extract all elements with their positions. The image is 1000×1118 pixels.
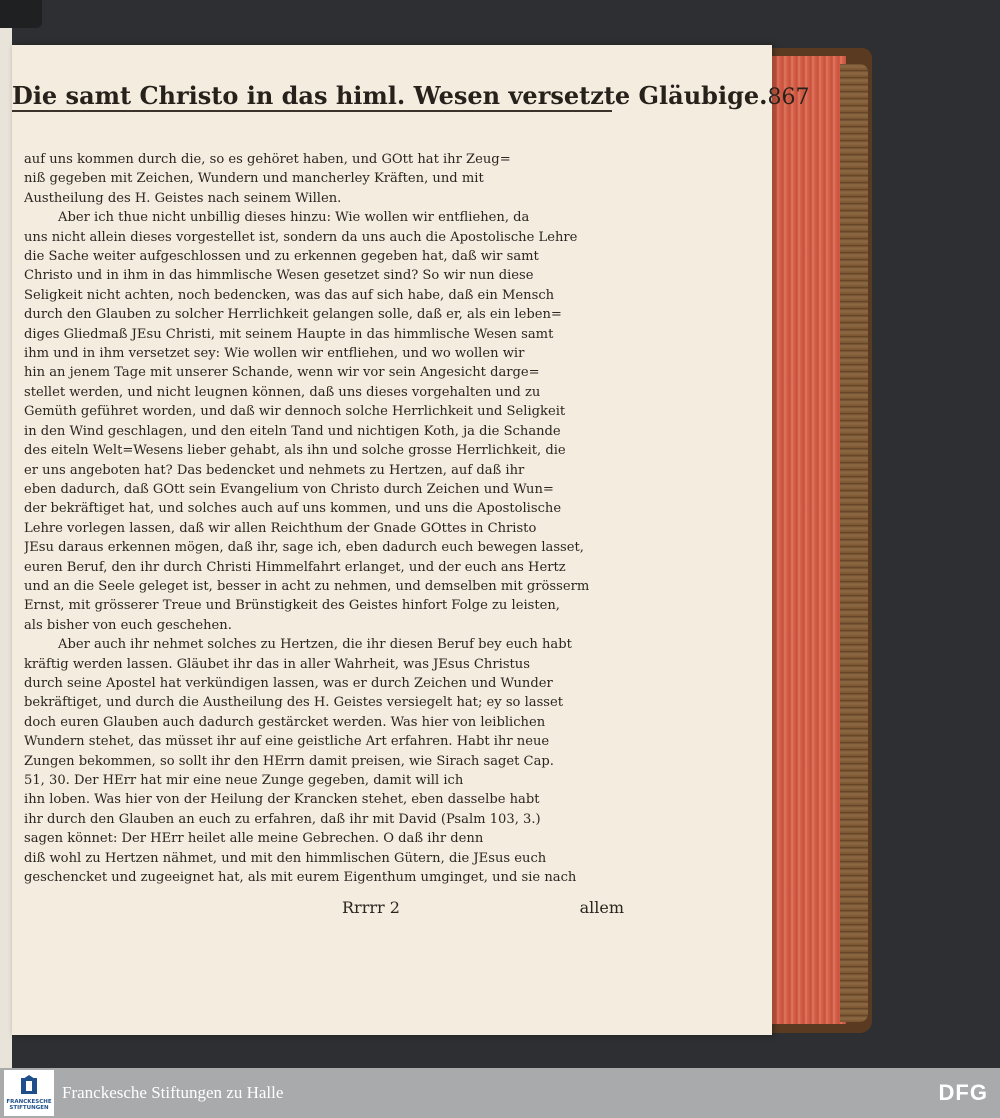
text-line: diges Gliedmaß JEsu Christi, mit seinem Haupte in das himmlische Wesen samt (24, 326, 554, 342)
institution-name: Franckesche Stiftungen zu Halle (62, 1083, 284, 1102)
text-line: ihr durch den Glauben an euch zu erfahren, daß ihr mit David (Psalm 103, 3.) (24, 811, 541, 827)
paragraph-start-line: Aber auch ihr nehmet solches zu Hertzen, die ihr diesen Beruf bey euch habt (58, 637, 572, 653)
text-line: Christo und in ihm in das himmlische Wesen gesetzet sind? So wir nun diese (24, 268, 534, 284)
red-page-edges (766, 56, 846, 1024)
text-line: in den Wind geschlagen, und den eiteln Tand und nichtigen Koth, ja die Schande (24, 423, 561, 439)
text-line: hin an jenem Tage mit unserer Schande, wenn wir vor sein Angesicht darge= (24, 365, 540, 381)
viewer-corner-tab (0, 0, 42, 28)
text-line: ihm und in ihm versetzet sey: Wie wollen wir entfliehen, und wo wollen wir (24, 346, 525, 362)
signature-mark: Rrrrr 2 (342, 898, 400, 917)
text-line: kräftig werden lassen. Gläubet ihr das in aller Wahrheit, was JEsus Christus (24, 656, 530, 672)
text-line: eben dadurch, daß GOtt sein Evangelium von Christo durch Zeichen und Wun= (24, 481, 554, 497)
viewer-footer-bar (0, 1068, 1000, 1118)
text-line: stellet werden, und nicht leugnen können, daß uns dieses vorgehalten und zu (24, 384, 541, 400)
text-line: er uns angeboten hat? Das bedencket und nehmets zu Hertzen, auf daß ihr (24, 462, 525, 478)
text-line: der bekräftiget hat, und solches auch auf uns kommen, und uns die Apostolische (24, 501, 562, 517)
catchword: allem (579, 898, 624, 917)
page-text (24, 150, 624, 887)
text-line: bekräftiget, und durch die Austheilung des H. Geistes versiegelt hat; ey so lasset (24, 695, 564, 711)
text-line: JEsu daraus erkennen mögen, daß ihr, sage ich, eben dadurch euch bewegen lasset, (24, 540, 584, 556)
text-line: niß gegeben mit Zeichen, Wundern und mancherley Kräften, und mit (24, 171, 484, 187)
logo-text-line: FRANCKESCHE (6, 1099, 52, 1105)
page-number: 867 (767, 85, 810, 110)
text-line: 51, 30. Der HErr hat mir eine neue Zunge gegeben, damit will ich (24, 773, 464, 788)
institution-emblem-icon (17, 1075, 41, 1099)
previous-page-edge (0, 0, 12, 1068)
text-line: Wundern stehet, das müsset ihr auf eine geistliche Art erfahren. Habt ihr neue (24, 734, 550, 750)
book-binding-edge (840, 64, 868, 1022)
paragraph-start-line: Aber ich thue nicht unbillig dieses hinzu: Wie wollen wir entfliehen, da (58, 210, 530, 226)
text-line: durch seine Apostel hat verkündigen lassen, was er durch Zeichen und Wunder (24, 675, 553, 691)
text-line: doch euren Glauben auch dadurch gestärcket werden. Was hier von leiblichen (24, 714, 546, 730)
text-line: Gemüth geführet worden, und daß wir dennoch solche Herrlichkeit und Seligkeit (24, 404, 566, 420)
text-line: Zungen bekommen, so sollt ihr den HErrn damit preisen, wie Sirach saget Cap. (24, 753, 554, 769)
text-line: Austheilung des H. Geistes nach seinem Willen. (24, 190, 342, 206)
text-line: uns nicht allein dieses vorgestellet ist, sondern da uns auch die Apostolische Lehre (24, 229, 578, 245)
text-line: des eiteln Welt=Wesens lieber gehabt, als ihn und solche grosse Herrlichkeit, die (24, 443, 566, 459)
text-line: die Sache weiter aufgeschlossen und zu erkennen gegeben hat, daß wir samt (24, 249, 539, 265)
text-line: ihn loben. Was hier von der Heilung der Krancken stehet, eben dasselbe habt (24, 792, 540, 808)
text-line: Seligkeit nicht achten, noch bedencken, was das auf sich habe, daß ein Mensch (24, 287, 555, 303)
dfg-logo[interactable]: DFG (938, 1080, 988, 1105)
logo-text-line: STIFTUNGEN (9, 1105, 49, 1111)
text-line: und an die Seele geleget ist, besser in acht zu nehmen, und demselben mit grösserm (24, 578, 590, 594)
text-line: Ernst, mit grösserer Treue und Brünstigkeit des Geistes hinfort Folge zu leisten, (24, 598, 560, 614)
text-line: durch den Glauben zu solcher Herrlichkeit gelangen solle, daß er, als ein leben= (24, 307, 562, 323)
text-line: als bisher von euch geschehen. (24, 617, 232, 633)
text-line: Lehre vorlegen lassen, daß wir allen Reichthum der Gnade GOttes in Christo (24, 520, 537, 536)
text-line: euren Beruf, den ihr durch Christi Himmelfahrt erlanget, und der euch ans Hertz (24, 559, 566, 575)
page-footer (24, 898, 624, 922)
franckesche-stiftungen-logo[interactable] (4, 1070, 54, 1116)
text-line: sagen könnet: Der HErr heilet alle meine Gebrechen. O daß ihr denn (24, 831, 484, 847)
text-line: diß wohl zu Hertzen nähmet, und mit den himmlischen Gütern, die JEsus euch (24, 850, 547, 866)
running-title: Die samt Christo in das himl. Wesen versetzte Gläubige. (12, 81, 768, 110)
text-line: geschencket und zugeeignet hat, als mit eurem Eigenthum umginget, und sie nach (24, 870, 577, 886)
logo-text (6, 1099, 51, 1111)
page-header (12, 60, 810, 112)
text-line: auf uns kommen durch die, so es gehöret haben, und GOtt hat ihr Zeug= (24, 152, 511, 167)
